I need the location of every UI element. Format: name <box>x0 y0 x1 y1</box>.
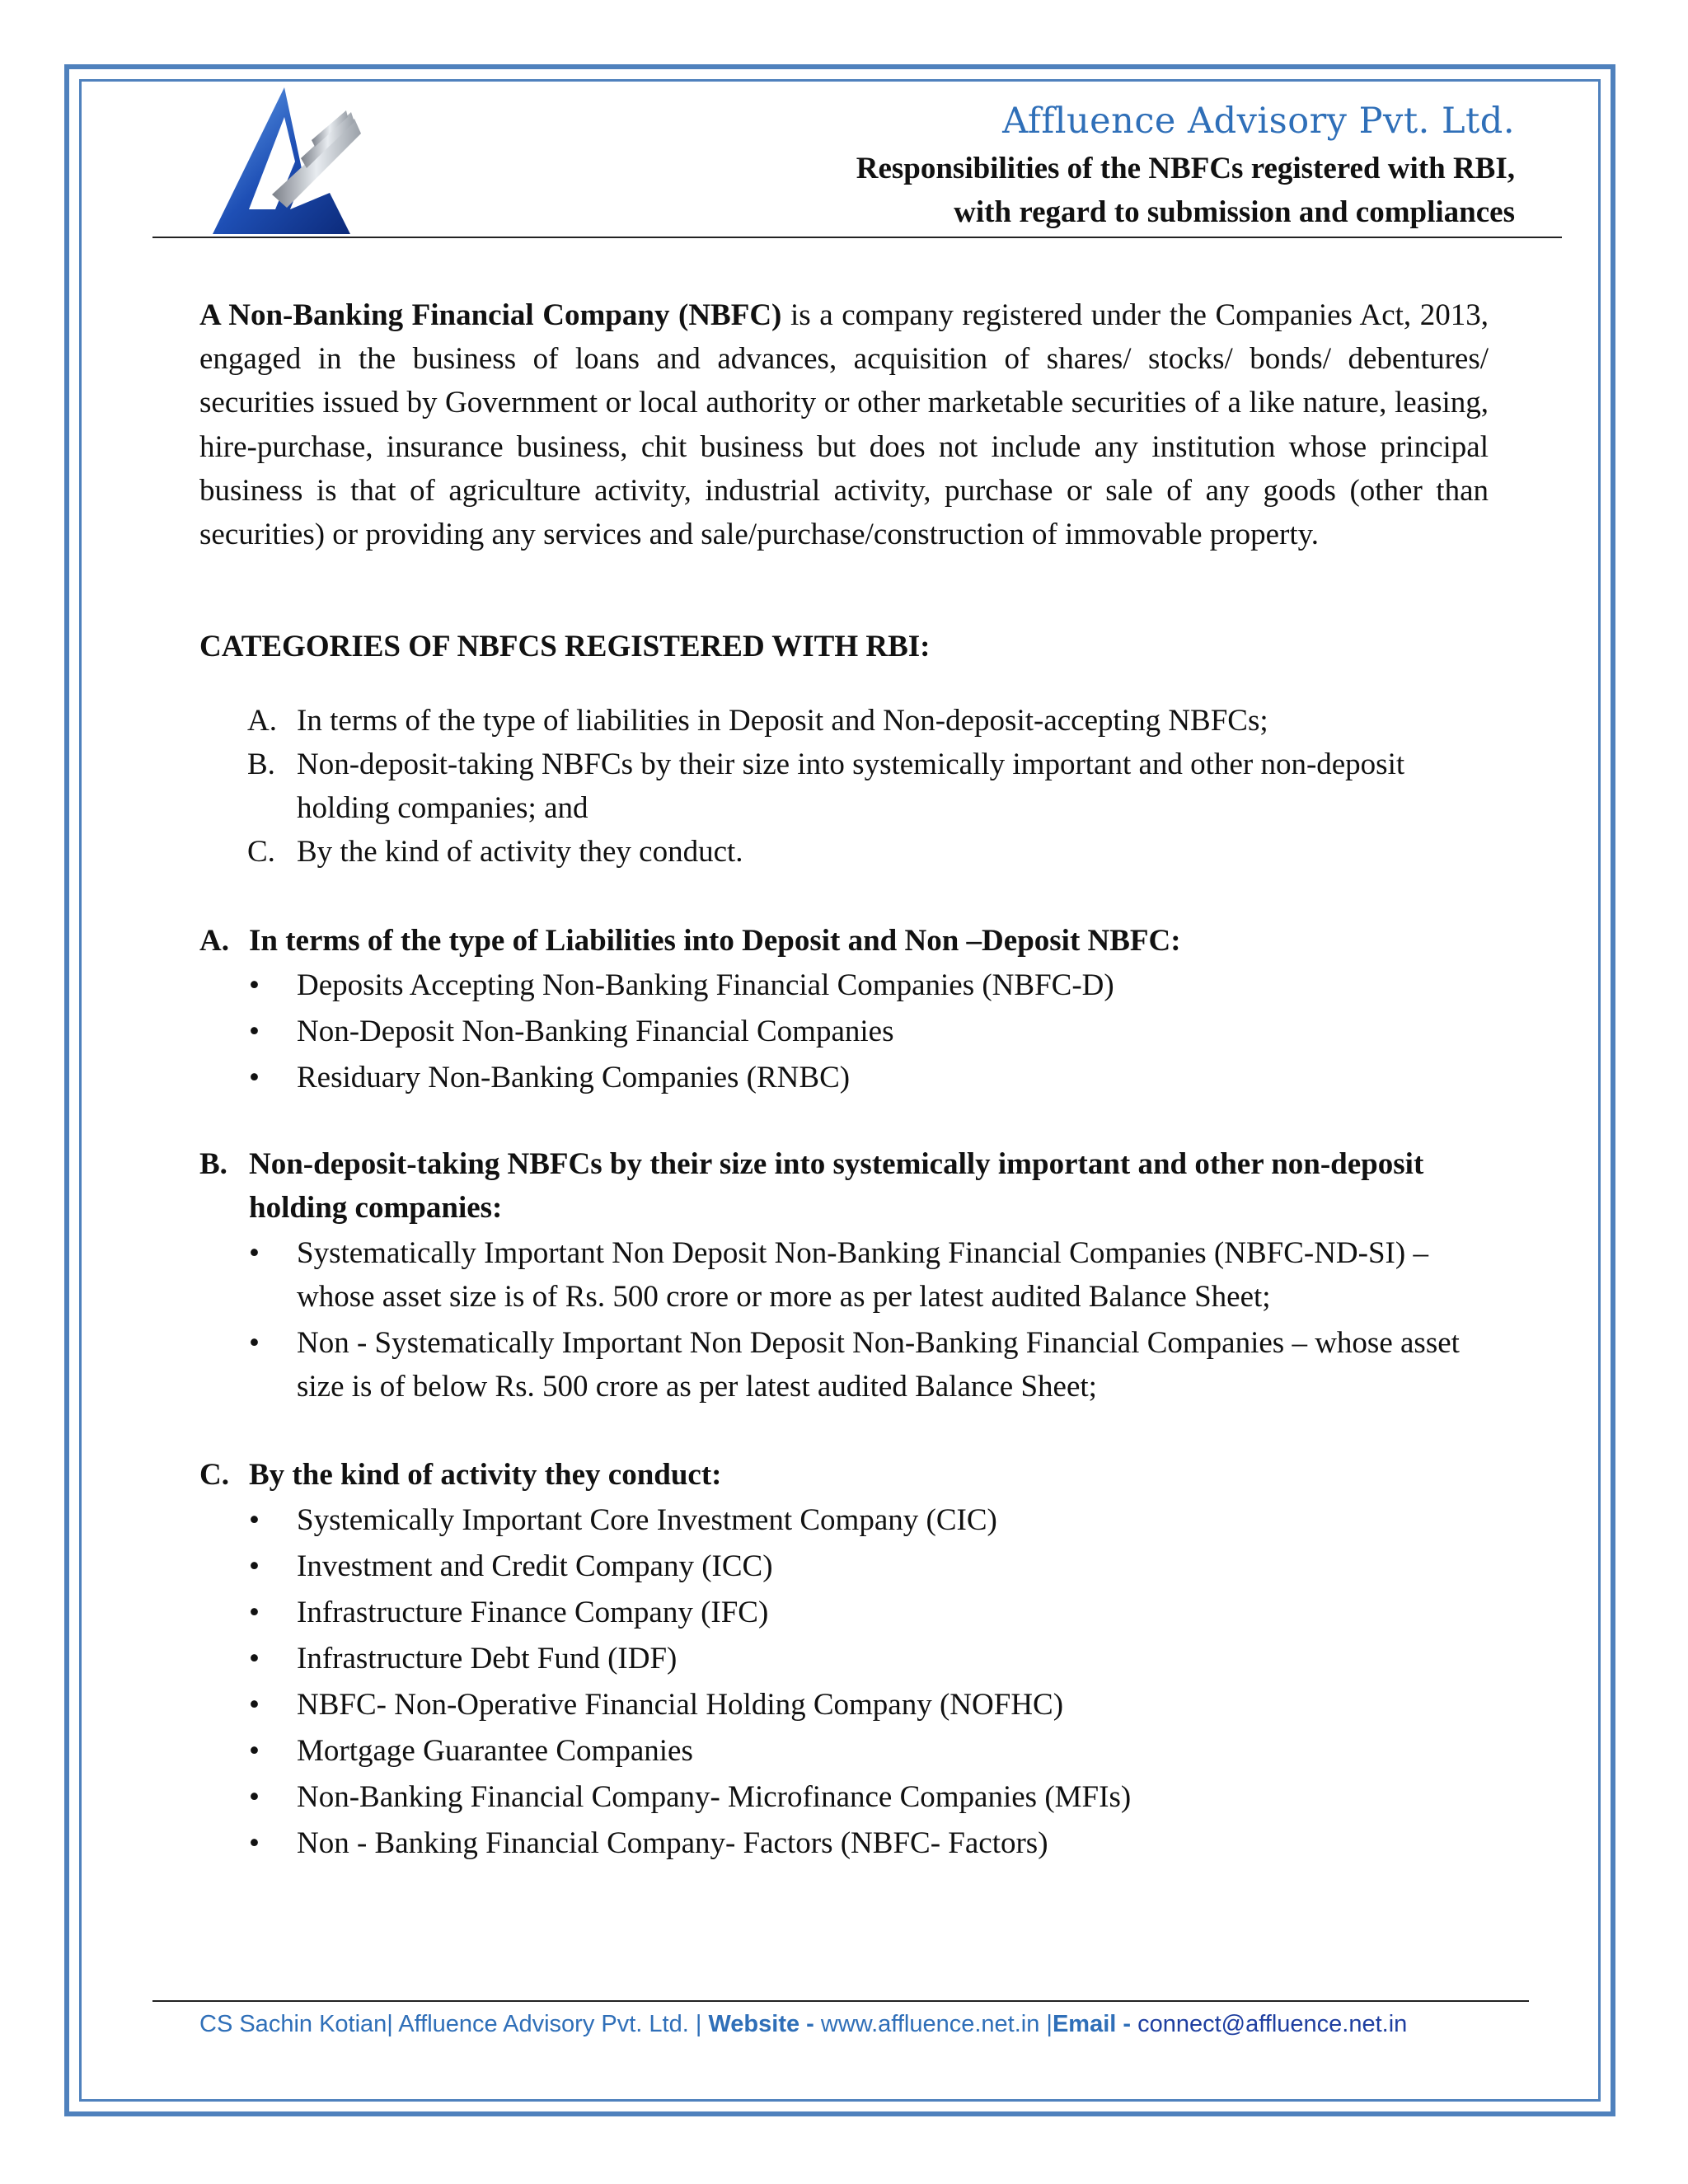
section-title: By the kind of activity they conduct: <box>249 1458 722 1492</box>
section-label: C. <box>199 1458 229 1492</box>
footer-email-link[interactable]: connect@affluence.net.in <box>1137 2011 1408 2037</box>
bullet-icon: • <box>249 1688 260 1722</box>
bullet-icon: • <box>249 1596 260 1629</box>
company-logo-icon <box>198 86 363 239</box>
footer-website-label: Website - <box>708 2011 821 2037</box>
bullet-icon: • <box>249 1826 260 1860</box>
page-footer <box>199 2011 1407 2038</box>
category-text: In terms of the type of liabilities in Deposit and Non-deposit-accepting NBFCs; <box>297 704 1268 738</box>
footer-author: CS Sachin Kotian| Affluence Advisory Pvt. Ltd. | <box>199 2011 709 2037</box>
bullet-icon: • <box>249 1236 260 1270</box>
bullet-icon: • <box>249 968 260 1002</box>
subtitle-line-1: Responsibilities of the NBFCs registered with RBI, <box>856 152 1515 185</box>
category-label: A. <box>247 704 277 738</box>
bullet-icon: • <box>249 1061 260 1094</box>
footer-divider <box>152 2000 1529 2002</box>
bullet-icon: • <box>249 1503 260 1537</box>
footer-website-link[interactable]: www.affluence.net.in <box>820 2011 1040 2037</box>
intro-text: is a company registered under the Companies Act, 2013, engaged in the business of loans and advances, acquisition of shares/ stocks/ bonds/ debentures/ securities issued by Government or local authority or other marketable securities of a like nature, leasing, hire-purchase, insurance business, chit business but does not include any institution whose principal business is that of agriculture activity, industrial activity, purchase or sale of any goods (other than securities) or providing any services and sale/purchase/construction of immovable property. <box>199 298 1489 552</box>
document-subtitle <box>856 147 1515 234</box>
category-label: C. <box>247 835 275 869</box>
section-label: B. <box>199 1147 227 1181</box>
bullet-icon: • <box>249 1326 260 1360</box>
intro-bold-lead: A Non-Banking Financial Company (NBFC) <box>199 298 782 332</box>
category-text: Non-deposit-taking NBFCs by their size into systemically important and other non-deposit holding companies; and <box>297 748 1405 825</box>
bullet-icon: • <box>249 1642 260 1675</box>
category-label: B. <box>247 748 275 781</box>
section-label: A. <box>199 924 229 958</box>
category-text: By the kind of activity they conduct. <box>297 835 743 869</box>
intro-paragraph <box>199 293 1489 556</box>
company-name: Affluence Advisory Pvt. Ltd. <box>1002 101 1515 142</box>
section-title: In terms of the type of Liabilities into Deposit and Non –Deposit NBFC: <box>249 924 1181 958</box>
section-title: Non-deposit-taking NBFCs by their size into systemically important and other non-deposit holding companies: <box>249 1147 1424 1225</box>
bullet-icon: • <box>249 1015 260 1048</box>
categories-heading: CATEGORIES OF NBFCS REGISTERED WITH RBI: <box>199 630 931 663</box>
footer-separator: | <box>1039 2011 1053 2037</box>
bullet-icon: • <box>249 1780 260 1814</box>
footer-email-label: Email - <box>1052 2011 1138 2037</box>
header-divider <box>152 237 1562 238</box>
bullet-icon: • <box>249 1734 260 1768</box>
bullet-icon: • <box>249 1549 260 1583</box>
subtitle-line-2: with regard to submission and compliances <box>954 195 1515 229</box>
